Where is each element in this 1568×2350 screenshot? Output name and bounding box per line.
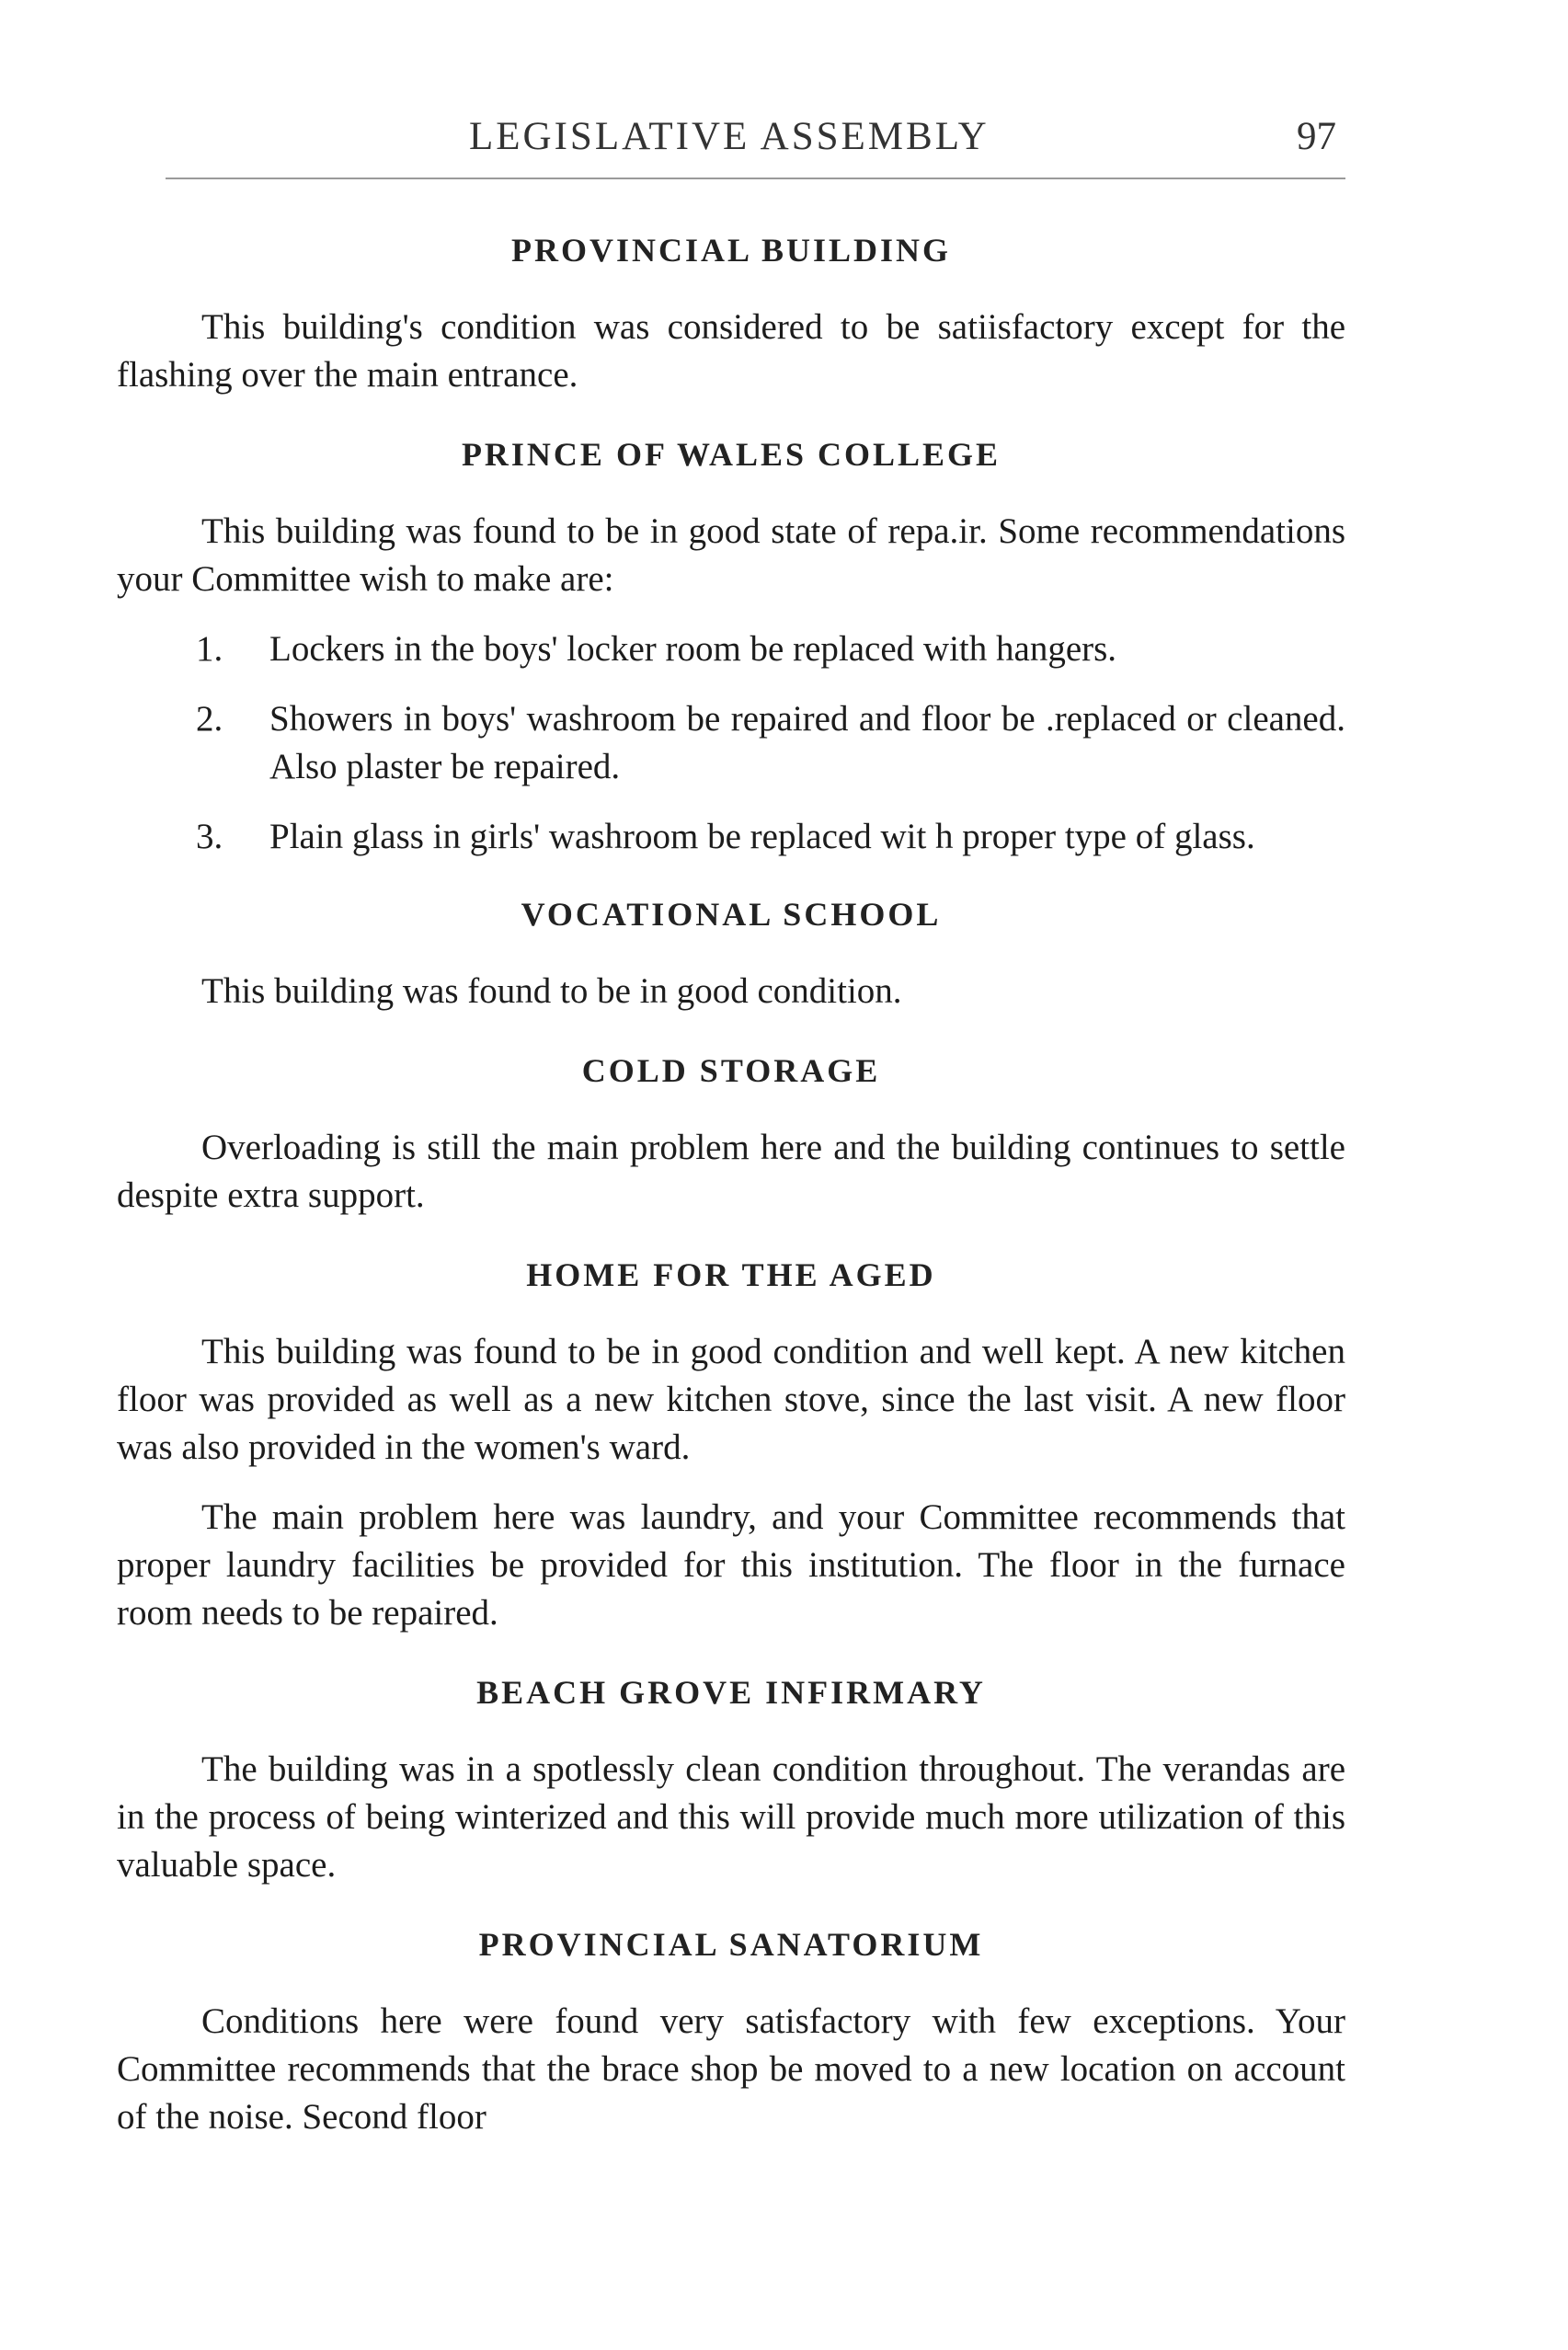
section-heading: COLD STORAGE bbox=[581, 1052, 881, 1089]
section-heading: BEACH GROVE INFIRMARY bbox=[476, 1674, 986, 1711]
section-heading: PRINCE OF WALES COLLEGE bbox=[461, 436, 1001, 473]
list-item-number: 1. bbox=[196, 629, 223, 669]
running-head bbox=[0, 114, 1568, 169]
paragraph: This building was found to be in good condition and well kept. A new kitchen floor was provided as well as a new kitchen stove, since the last visit. A new floor was also provided in the women's ward. bbox=[117, 1332, 1345, 1467]
paragraph: This building was found to be in good state of repa.ir. Some recommendations your Committee wish to make are: bbox=[117, 511, 1345, 599]
page-number: 97 bbox=[1297, 115, 1336, 158]
page-body bbox=[117, 228, 1345, 2141]
section-heading: HOME FOR THE AGED bbox=[526, 1256, 936, 1293]
list-item-number: 3. bbox=[196, 817, 223, 856]
list-item bbox=[117, 625, 1345, 673]
running-head-title: LEGISLATIVE ASSEMBLY bbox=[469, 115, 990, 158]
section-heading: PROVINCIAL SANATORIUM bbox=[478, 1926, 984, 1963]
list-item bbox=[117, 813, 1345, 861]
paragraph: The main problem here was laundry, and your Committee recommends that proper laundry facilities be provided for this institution. The floor in the furnace room needs to be repaired. bbox=[117, 1497, 1345, 1633]
header-rule bbox=[166, 178, 1345, 179]
section-heading: PROVINCIAL BUILDING bbox=[510, 232, 952, 269]
list-item-text: Showers in boys' washroom be repaired and floor be .replaced or cleaned. Also plaster be repaired. bbox=[269, 699, 1345, 786]
paragraph: This building's condition was considered to be satiisfactory except for the flashing over the main entrance. bbox=[117, 307, 1345, 395]
list-item-number: 2. bbox=[196, 699, 223, 739]
list-item bbox=[117, 695, 1345, 791]
paragraph: This building was found to be in good condition. bbox=[201, 971, 902, 1011]
numbered-list bbox=[117, 625, 1345, 861]
section-heading: VOCATIONAL SCHOOL bbox=[521, 896, 942, 933]
paragraph: The building was in a spotlessly clean condition throughout. The verandas are in the process of being winterized and this will provide much more utilization of this valuable space. bbox=[117, 1749, 1345, 1885]
list-item-text: Plain glass in girls' washroom be replaced wit h proper type of glass. bbox=[269, 817, 1255, 856]
paragraph: Overloading is still the main problem here and the building continues to settle despite extra support. bbox=[117, 1128, 1345, 1215]
list-item-text: Lockers in the boys' locker room be replaced with hangers. bbox=[269, 629, 1117, 669]
paragraph: Conditions here were found very satisfactory with few exceptions. Your Committee recommends that the brace shop be moved to a new location on account of the noise. Second floor bbox=[117, 2001, 1345, 2137]
